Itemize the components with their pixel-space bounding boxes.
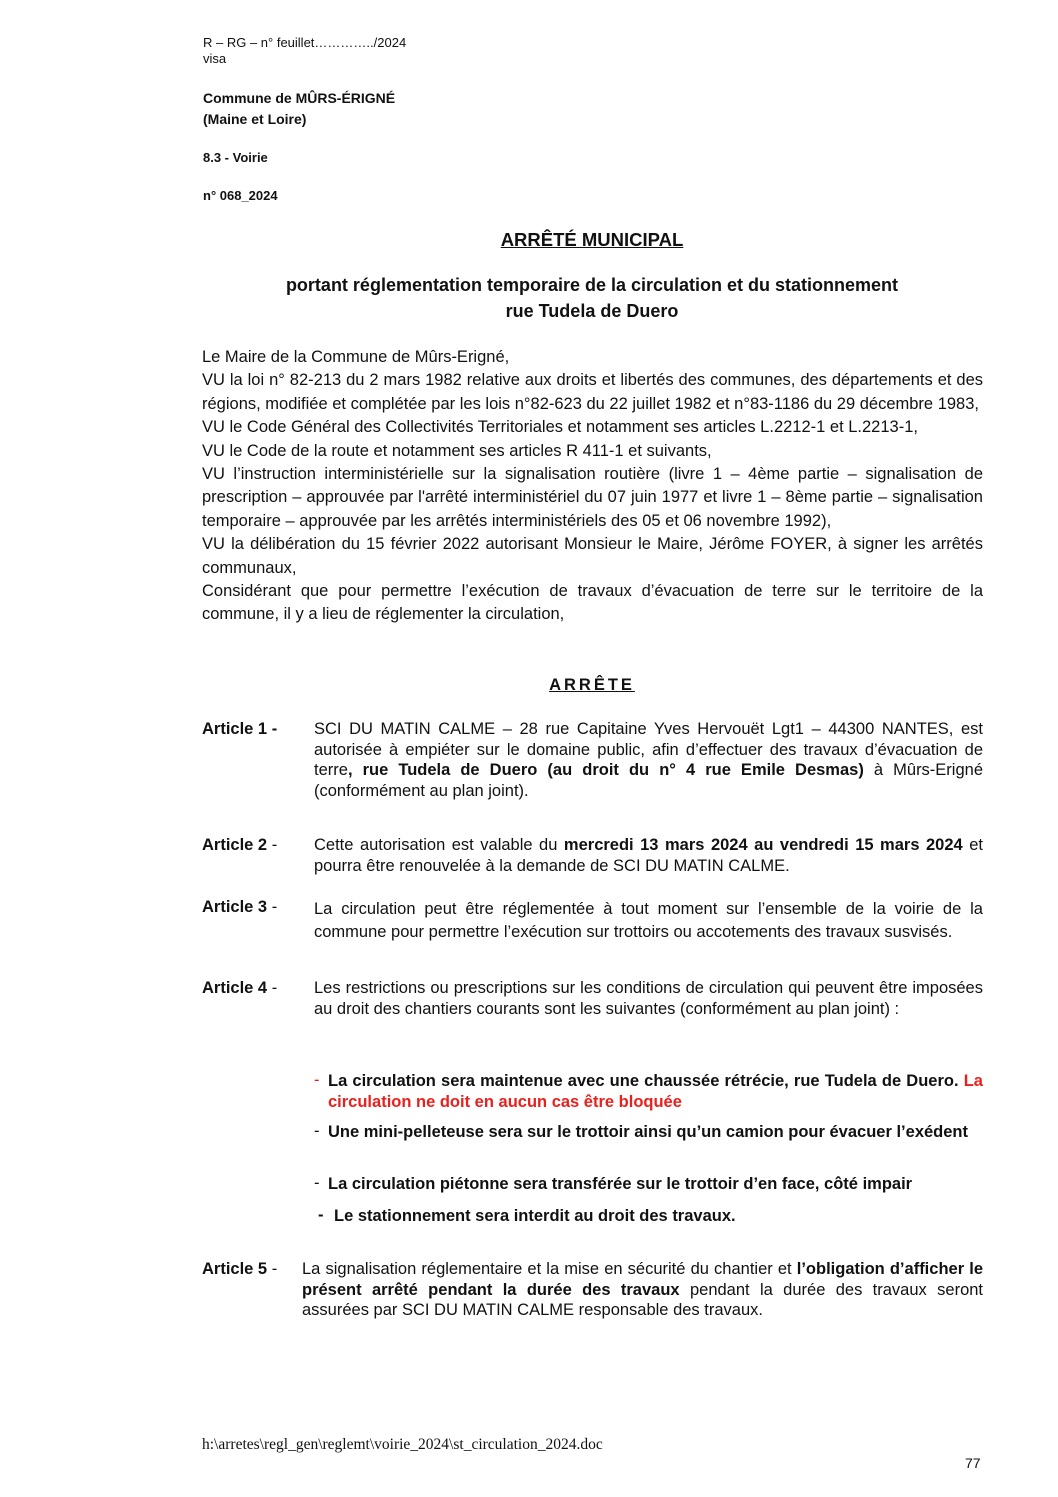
article-1-text-part: SCI DU MATIN CALME – 28 rue Capitaine Yves Hervouët Lgt1 – 44300 NANTES, est autorisée à empiéter sur le domaine public, afin d’effectuer des travaux d’évacuation de terre — [314, 720, 983, 779]
article-2-label: Article 2 - — [202, 836, 278, 854]
article-2-text-part: Cette autorisation est valable du — [314, 836, 564, 854]
article-2-dates: mercredi 13 mars 2024 au vendredi 15 mars 2024 — [563, 836, 963, 854]
preamble-line: VU le Code de la route et notamment ses articles R 411-1 et suivants, — [202, 441, 712, 460]
article-4-text: Les restrictions ou prescriptions sur les conditions de circulation qui peuvent être imposées au droit des chantiers courants sont les suivantes (conformément au plan joint) : — [314, 979, 983, 1018]
article-2-text-part: et pourra être renouvelée à la demande de SCI DU MATIN CALME. — [314, 836, 983, 875]
arrete-heading: ARRÊTE — [549, 676, 635, 694]
article-1-label: Article 1 - — [202, 720, 278, 738]
visa-label: visa — [203, 51, 227, 66]
footer-file-path: h:\arretes\regl_gen\reglemt\voirie_2024\st_circulation_2024.doc — [202, 1436, 603, 1453]
article-1-text-part: à Mûrs-Erigné (conformément au plan joint). — [314, 761, 983, 800]
article-4-list-item — [314, 1071, 983, 1112]
article-5-text — [302, 1259, 983, 1321]
document-category: 8.3 - Voirie — [203, 150, 268, 165]
article-5-obligation: l’obligation d’afficher le présent arrêté pendant la durée des travaux — [302, 1260, 984, 1299]
article-3-text: La circulation peut être réglementée à tout moment sur l’ensemble de la voirie de la commune pour permettre l’exécution sur trottoirs ou accotements des travaux susvisés. — [314, 900, 983, 941]
preamble-line: VU la délibération du 15 février 2022 autorisant Monsieur le Maire, Jérôme FOYER, à signer les arrêtés communaux, — [202, 535, 983, 577]
subtitle-line-2: rue Tudela de Duero — [505, 301, 679, 321]
preamble — [202, 346, 983, 627]
preamble-line: Le Maire de la Commune de Mûrs-Erigné, — [202, 348, 510, 366]
article-4-list-item — [314, 1122, 983, 1143]
list-item-text: La circulation sera maintenue avec une chaussée rétrécie, rue Tudela de Duero. La circulation ne doit en aucun cas être bloquée — [328, 1072, 983, 1111]
document-number: n° 068_2024 — [203, 188, 278, 203]
article-1-location: , rue Tudela de Duero (au droit du n° 4 rue Emile Desmas) — [347, 761, 864, 779]
subtitle-line-1: portant réglementation temporaire de la circulation et du stationnement — [285, 275, 899, 295]
list-dash: - — [318, 1206, 324, 1224]
preamble-line: VU l’instruction interministérielle sur la signalisation routière (livre 1 – 4ème partie – signalisation de prescription – approuvée par l'arrêté interministériel du 07 juin 1977 et livre 1 – 8ème partie – signalisation temporaire – approuvée par les arrêtés interministériels des 05 et 06 novembre 1992), — [202, 465, 983, 530]
article-4-list-item — [314, 1174, 983, 1195]
preamble-line: VU le Code Général des Collectivités Territoriales et notamment ses articles L.2212-1 et L.2213-1, — [202, 418, 918, 437]
article-5-label: Article 5 - — [202, 1260, 278, 1278]
article-1-text — [314, 719, 983, 801]
page-title: ARRÊTÉ MUNICIPAL — [500, 229, 684, 250]
list-item-text: Une mini-pelleteuse sera sur le trottoir ainsi qu’un camion pour évacuer l’exédent — [328, 1123, 969, 1141]
commune-department: (Maine et Loire) — [203, 111, 307, 127]
list-item-text: La circulation piétonne sera transférée sur le trottoir d’en face, côté impair — [328, 1175, 913, 1193]
page-number: 77 — [965, 1455, 981, 1471]
preamble-line: VU la loi n° 82-213 du 2 mars 1982 relative aux droits et libertés des communes, des départements et des régions, modifiée et complétée par les lois n°82-623 du 22 juillet 1982 et n°83-1186 du 29 décembre 1983, — [202, 371, 983, 413]
commune-name: Commune de MÛRS-ÉRIGNÉ — [203, 90, 396, 106]
list-dash: - — [314, 1071, 320, 1089]
article-4-list-item — [318, 1206, 983, 1227]
preamble-line: Considérant que pour permettre l’exécution de travaux d’évacuation de terre sur le territoire de la commune, il y a lieu de réglementer la circulation, — [202, 582, 983, 624]
warning-text: La circulation ne doit en aucun cas être bloquée — [328, 1072, 983, 1111]
list-dash: - — [314, 1174, 320, 1192]
reference-line: R – RG – n° feuillet…………../2024 — [203, 35, 407, 50]
article-5-text-part: La signalisation réglementaire et la mise en sécurité du chantier et — [302, 1260, 797, 1278]
article-2-text — [314, 835, 983, 876]
list-item-text: Le stationnement sera interdit au droit des travaux. — [334, 1207, 736, 1225]
article-5-text-part: pendant la durée des travaux seront assurées par SCI DU MATIN CALME responsable des travaux. — [302, 1280, 984, 1319]
article-4-label: Article 4 - — [202, 979, 278, 997]
list-dash: - — [314, 1122, 320, 1140]
article-3-label: Article 3 - — [202, 898, 278, 916]
